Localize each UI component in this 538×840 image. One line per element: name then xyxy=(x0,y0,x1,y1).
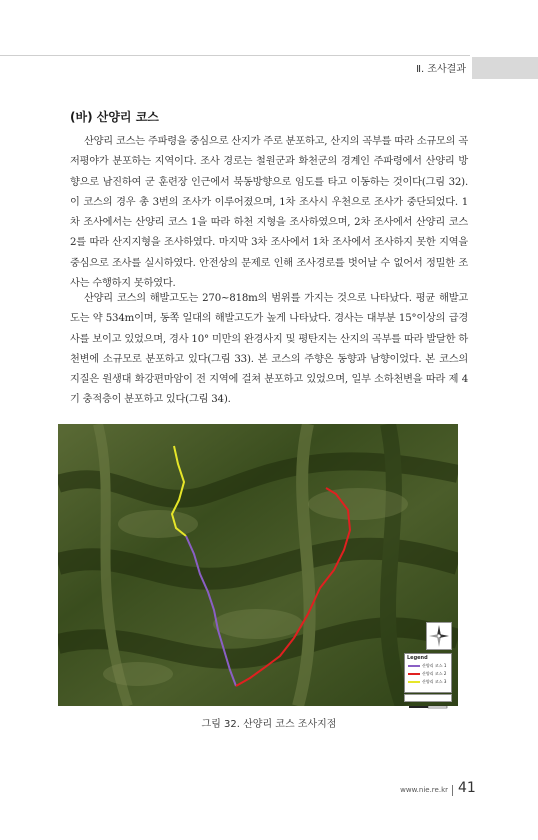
footer-url: www.nie.re.kr xyxy=(400,786,448,794)
map-graphic xyxy=(58,424,458,706)
body-paragraph-1: 산양리 코스는 주파령을 중심으로 산지가 주로 분포하고, 산지의 곡부를 따라 소규모의 곡저평야가 분포하는 지역이다. 조사 경로는 철원군과 화천군의 경계인 주파령에서 산양리 방향으로 남진하여 군 훈련장 인근에서 북동방향으로 임도를 타고 이동하는 것이다(그림 32). 이 코스의 경우 총 3번의 조사가 이루어졌으며, 1차 조사시 우천으로 조사가 중단되었다. 1차 조사에서는 산양리 코스 1을 따라 하천 지형을 조사하였으며, 2차 조사에서 산양리 코스 2를 따라 산지지형을 조사하였다. 마지막 3차 조사에서 1차 조사에서 조사하지 못한 지역을 중심으로 조사를 실시하였다. 안전상의 문제로 인해 조사경로를 벗어날 수 없어서 정밀한 조사는 수행하지 못하였다. xyxy=(70,136,468,290)
footer-separator xyxy=(452,785,453,796)
page-number: 41 xyxy=(458,780,476,796)
legend-swatch-course-2 xyxy=(408,673,420,675)
compass-rose-icon xyxy=(426,622,452,650)
body-paragraph-2: 산양리 코스의 해발고도는 270~818m의 범위를 가지는 것으로 나타났다. 평균 해발고도는 약 534m이며, 동쪽 일대의 해발고도가 높게 나타났다. 경사는 대부분 15°이상의 급경사를 보이고 있었으며, 경사 10° 미만의 완경사지 및 평탄지는 산지의 곡부를 따라 발달한 하천변에 소규모로 분포하고 있다(그림 33). 본 코스의 주향은 동향과 남향이었다. 본 코스의 지질은 원생대 화강편마암이 전 지역에 걸쳐 분포하고 있었으며, 일부 소하천변을 따라 제 4기 충적층이 분포하고 있다(그림 34). xyxy=(70,293,468,406)
chapter-label: Ⅱ. 조사결과 xyxy=(416,64,466,75)
legend-item xyxy=(405,678,451,686)
legend-item xyxy=(405,662,451,670)
section-heading: (바) 산양리 코스 xyxy=(70,110,159,124)
legend-label: 산양리 코스 1 xyxy=(422,663,447,668)
legend-label: 산양리 코스 2 xyxy=(422,671,447,676)
figure-caption: 그림 32. 산양리 코스 조사지점 xyxy=(201,719,337,730)
header-rule xyxy=(0,55,470,56)
legend-title: Legend xyxy=(407,655,428,661)
scale-bar xyxy=(404,694,452,702)
legend-item xyxy=(405,670,451,678)
satellite-map xyxy=(58,424,458,706)
map-legend xyxy=(404,653,452,693)
legend-label: 산양리 코스 3 xyxy=(422,679,447,684)
legend-swatch-course-3 xyxy=(408,681,420,683)
chapter-tab xyxy=(472,57,538,79)
legend-swatch-course-1 xyxy=(408,665,420,667)
